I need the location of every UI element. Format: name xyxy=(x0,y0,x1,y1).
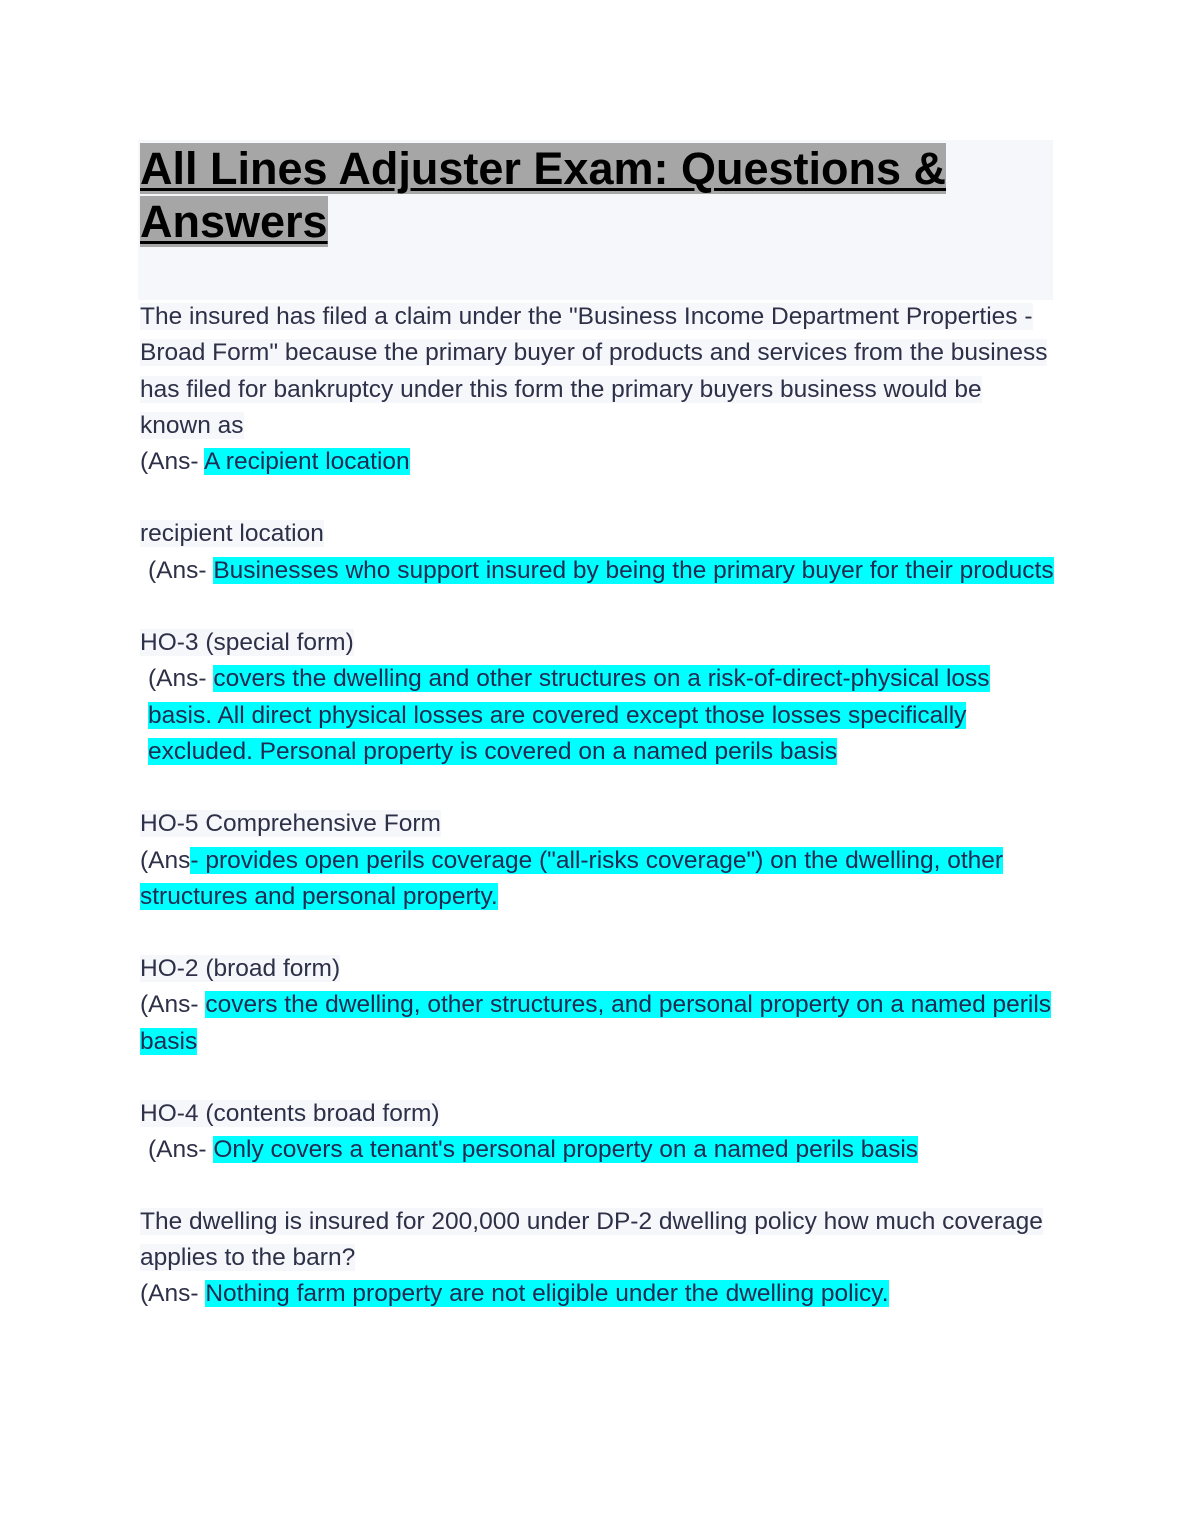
answer-prefix: (Ans- xyxy=(148,1136,214,1164)
answer-prefix: (Ans- xyxy=(148,665,214,693)
qa-item xyxy=(140,806,1055,915)
question-text: recipient location xyxy=(140,520,324,548)
answer-text: covers the dwelling and other structures on a risk-of-direct-physical loss basis. All direct physical losses are covered except those losses specifically excluded. Personal property is covered on a named perils basis xyxy=(148,665,990,765)
answer-text: covers the dwelling, other structures, and personal property on a named perils basis xyxy=(140,991,1052,1055)
question-text: HO-4 (contents broad form) xyxy=(140,1100,440,1128)
answer-line xyxy=(140,444,1055,480)
answer-text: A recipient location xyxy=(204,448,410,476)
answer-text: Nothing farm property are not eligible under the dwelling policy. xyxy=(205,1280,889,1308)
answer-text: - provides open perils coverage ("all-risks coverage") on the dwelling, other structures and personal property. xyxy=(140,846,1004,910)
answer-line xyxy=(140,1276,1055,1312)
answer-text: Only covers a tenant's personal property on a named perils basis xyxy=(213,1136,919,1164)
answer-line xyxy=(140,1132,1055,1168)
qa-item xyxy=(140,951,1055,1060)
question-text: HO-2 (broad form) xyxy=(140,955,341,983)
qa-item xyxy=(140,1204,1055,1313)
qa-item xyxy=(140,299,1055,480)
answer-prefix: (Ans xyxy=(140,846,191,874)
question-text: The insured has filed a claim under the "Business Income Department Properties - Broad Form" because the primary buyer of products and services from the business has filed for bankruptcy under this form the primary buyers business would be known as xyxy=(140,303,1048,439)
answer-line xyxy=(140,843,1055,916)
qa-item xyxy=(140,1096,1055,1169)
answer-prefix: (Ans- xyxy=(140,1280,206,1308)
qa-item xyxy=(140,516,1055,589)
answer-line xyxy=(140,987,1055,1060)
answer-prefix: (Ans- xyxy=(148,556,214,584)
answer-prefix: (Ans- xyxy=(140,991,206,1019)
question-text: HO-5 Comprehensive Form xyxy=(140,810,441,838)
question-text: The dwelling is insured for 200,000 under DP-2 dwelling policy how much coverage applies to the barn? xyxy=(140,1207,1043,1271)
question-text: HO-3 (special form) xyxy=(140,629,354,657)
page-title-text: All Lines Adjuster Exam: Questions & Answers xyxy=(140,143,947,247)
answer-line xyxy=(140,661,1055,770)
title-block xyxy=(138,140,1053,300)
page-title xyxy=(140,142,1053,248)
answer-line xyxy=(140,553,1055,589)
answer-text: Businesses who support insured by being the primary buyer for their products xyxy=(213,556,1054,584)
answer-prefix: (Ans- xyxy=(140,448,204,476)
qa-list xyxy=(140,299,1055,1349)
qa-item xyxy=(140,625,1055,770)
